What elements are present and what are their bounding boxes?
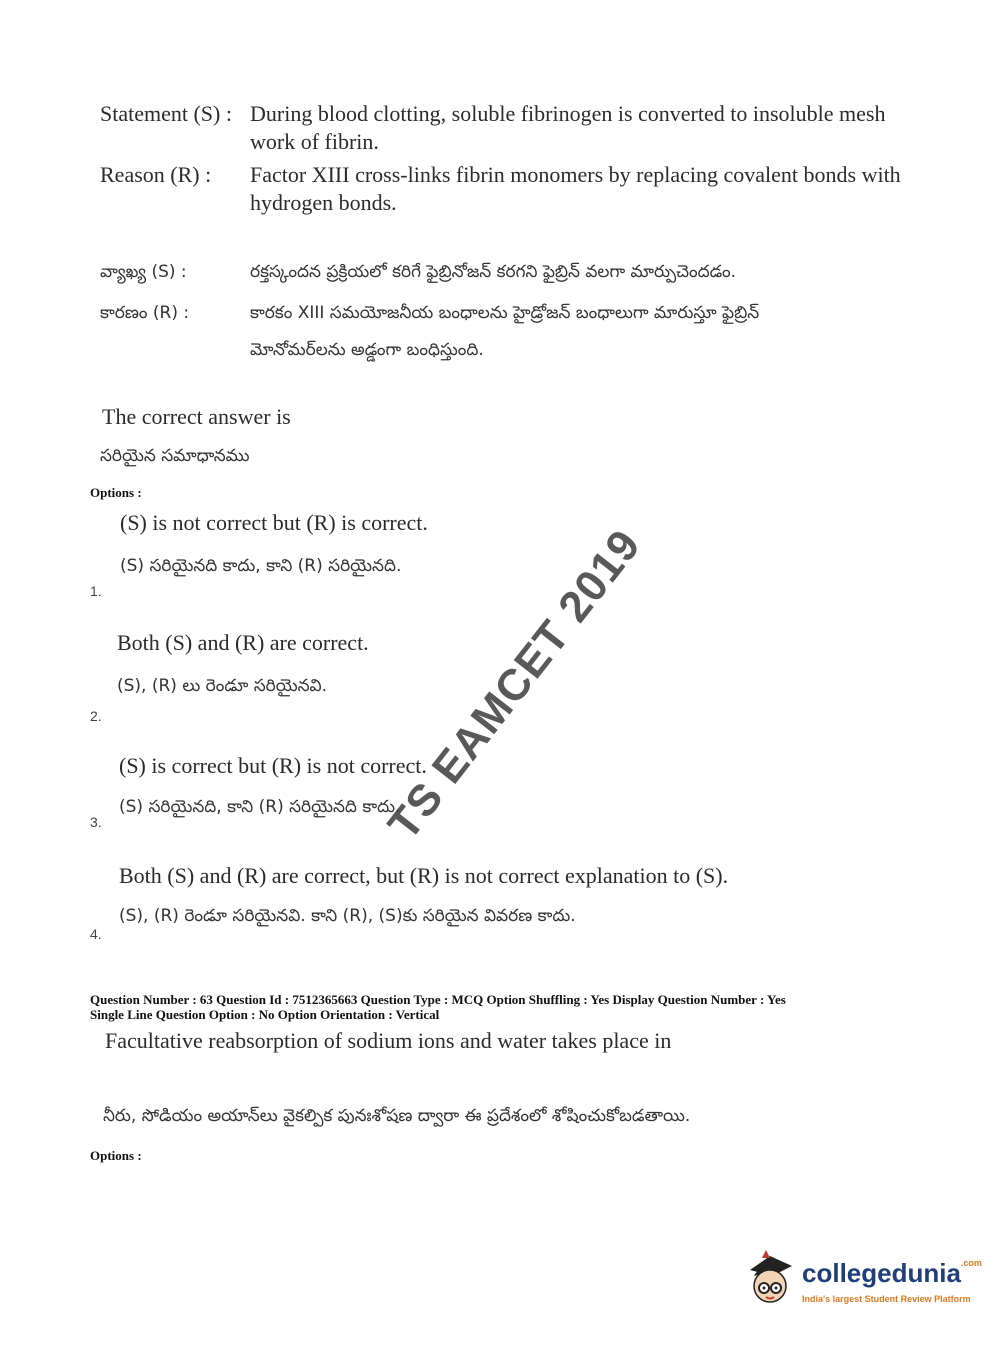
tel-reason-text-line1: కారకం XIII సమయోజనీయ బంధాలను హైడ్రోజన్ బంధాలుగా మారుస్తూ ఫైబ్రిన్	[250, 303, 760, 323]
question-63-meta-line2: Single Line Question Option : No Option Orientation : Vertical	[90, 1007, 440, 1022]
tel-statement-label: వ్యాఖ్య (S) :	[100, 262, 187, 282]
collegedunia-logo	[740, 1248, 980, 1312]
option-3-number: 3.	[90, 814, 102, 830]
watermark: TS EAMCET 2019	[378, 520, 651, 849]
option-3-tel: (S) సరియైనది, కాని (R) సరియైనది కాదు.	[119, 797, 401, 817]
option-3-en: (S) is correct but (R) is not correct.	[119, 753, 427, 778]
option-4-tel: (S), (R) రెండూ సరియైనవి. కాని (R), (S)కు సరియైన వివరణ కాదు.	[119, 906, 576, 926]
reason-text-line1: Factor XIII cross-links fibrin monomers by replacing covalent bonds with	[250, 162, 901, 187]
question-63-meta-line1: Question Number : 63 Question Id : 7512365663 Question Type : MCQ Option Shuffling : Yes Display Question Number : Yes	[90, 992, 786, 1007]
logo-name: collegedunia	[802, 1258, 961, 1288]
correct-answer-tel: సరియైన సమాధానము	[100, 446, 250, 466]
logo-suffix: .com	[960, 1258, 982, 1268]
logo-wordmark	[802, 1258, 982, 1289]
option-4-en: Both (S) and (R) are correct, but (R) is not correct explanation to (S).	[119, 863, 729, 888]
tel-statement-text: రక్తస్కందన ప్రక్రియలో కరిగే ఫైబ్రినోజన్ కరగని ఫైబ్రిన్ వలగా మార్పుచెందడం.	[250, 262, 736, 282]
option-1-tel: (S) సరియైనది కాదు, కాని (R) సరియైనది.	[120, 556, 402, 576]
option-2-number: 2.	[90, 708, 102, 724]
mascot-icon	[740, 1248, 800, 1312]
question-63-options-label: Options :	[90, 1148, 142, 1163]
options-label: Options :	[90, 485, 142, 500]
tel-reason-text-line2: మోనోమర్‌లను అడ్డంగా బంధిస్తుంది.	[250, 340, 484, 360]
option-1-number: 1.	[90, 583, 102, 599]
reason-label: Reason (R) :	[100, 162, 212, 187]
option-1-en: (S) is not correct but (R) is correct.	[120, 510, 428, 535]
statement-label: Statement (S) :	[100, 101, 232, 126]
tel-reason-label: కారణం (R) :	[100, 303, 190, 323]
option-2-en: Both (S) and (R) are correct.	[117, 630, 369, 655]
option-2-tel: (S), (R) లు రెండూ సరియైనవి.	[117, 676, 328, 696]
reason-text-line2: hydrogen bonds.	[250, 190, 397, 215]
question-63-text-en: Facultative reabsorption of sodium ions and water takes place in	[105, 1028, 672, 1053]
option-4-number: 4.	[90, 926, 102, 942]
statement-text-line1: During blood clotting, soluble fibrinogen is converted to insoluble mesh	[250, 101, 886, 126]
correct-answer-en: The correct answer is	[102, 404, 291, 429]
statement-text-line2: work of fibrin.	[250, 129, 379, 154]
logo-tagline: India's largest Student Review Platform	[802, 1294, 971, 1304]
question-63-text-tel: నీరు, సోడియం అయాన్‌లు వైకల్పిక పునఃశోషణ ద్వారా ఈ ప్రదేశంలో శోషించుకోబడతాయి.	[103, 1106, 691, 1126]
